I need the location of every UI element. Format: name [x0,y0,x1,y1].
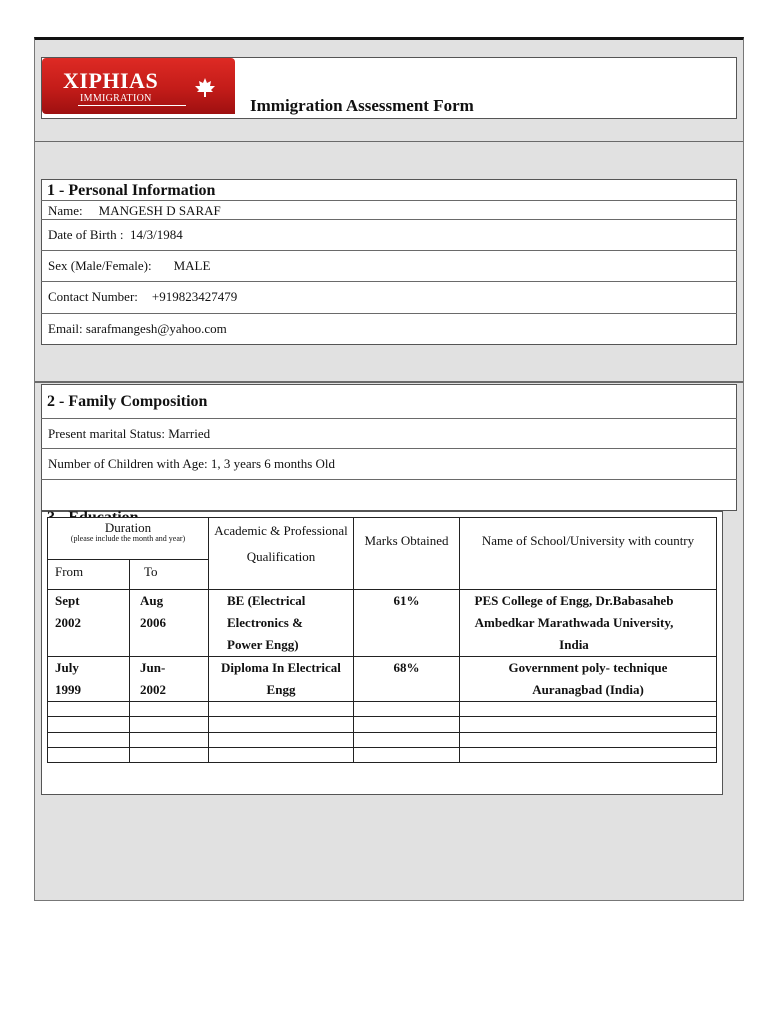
contact-value: +919823427479 [151,289,238,304]
school-cell: Government poly- technique Auranagbad (India) [460,657,717,702]
from-cell: July 1999 [48,657,130,702]
dob-value: 14/3/1984 [129,227,183,242]
empty-table-row [48,717,717,733]
to-header: To [130,560,209,590]
email-value: sarafmangesh@yahoo.com [85,321,227,336]
school-cell: PES College of Engg, Dr.Babasaheb Ambedkar Marathwada University, India [460,590,717,657]
row-divider [41,479,737,480]
qualification-header: Academic & Professional Qualification [209,518,354,590]
qualification-cell: BE (Electrical Electronics & Power Engg) [209,590,354,657]
form-title: Immigration Assessment Form [250,96,474,115]
row-divider [41,281,737,282]
marital-status: Present marital Status: Married [48,426,211,441]
company-logo [42,58,235,114]
from-cell: Sept 2002 [48,590,130,657]
email-row [48,321,227,337]
divider [35,141,743,142]
marks-header: Marks Obtained [354,518,460,590]
qualification-cell: Diploma In Electrical Engg [209,657,354,702]
to-cell: Jun-2002 [130,657,209,702]
education-title [47,509,139,517]
table-row [48,657,717,702]
name-label: Name: [48,203,83,218]
divider [35,381,743,383]
table-header-row [48,518,717,560]
family-title: 2 - Family Composition [47,393,208,410]
name-row [48,203,221,219]
contact-label: Contact Number: [48,289,138,304]
row-divider [41,448,737,449]
school-header: Name of School/University with country [460,518,717,590]
sex-value: MALE [173,258,211,273]
marks-cell: 61% [354,590,460,657]
children-info: Number of Children with Age: 1, 3 years 6 months Old [48,456,336,471]
education-table [47,517,717,763]
email-label: Email: [48,321,83,336]
name-value: MANGESH D SARAF [98,203,221,218]
sex-row [48,258,210,274]
logo-underline [78,105,186,106]
row-divider [41,313,737,314]
contact-row [48,289,237,305]
row-divider [41,219,737,220]
table-row [48,590,717,657]
to-cell: Aug 2006 [130,590,209,657]
dob-label: Date of Birth : [48,227,124,242]
empty-table-row [48,702,717,717]
empty-table-row [48,733,717,748]
duration-label: Duration [104,520,152,535]
dob-row [48,227,183,243]
logo-sub-text: IMMIGRATION [80,93,152,104]
sex-label: Sex (Male/Female): [48,258,152,273]
logo-main-text: XIPHIAS [63,68,159,93]
row-divider [41,250,737,251]
from-header: From [48,560,130,590]
marks-cell: 68% [354,657,460,702]
duration-note: (please include the month and year) [70,534,186,543]
duration-header [48,518,209,560]
maple-leaf-icon [194,78,216,102]
row-divider [41,418,737,419]
row-divider [41,200,737,201]
empty-table-row [48,748,717,763]
personal-info-title: 1 - Personal Information [47,182,216,199]
